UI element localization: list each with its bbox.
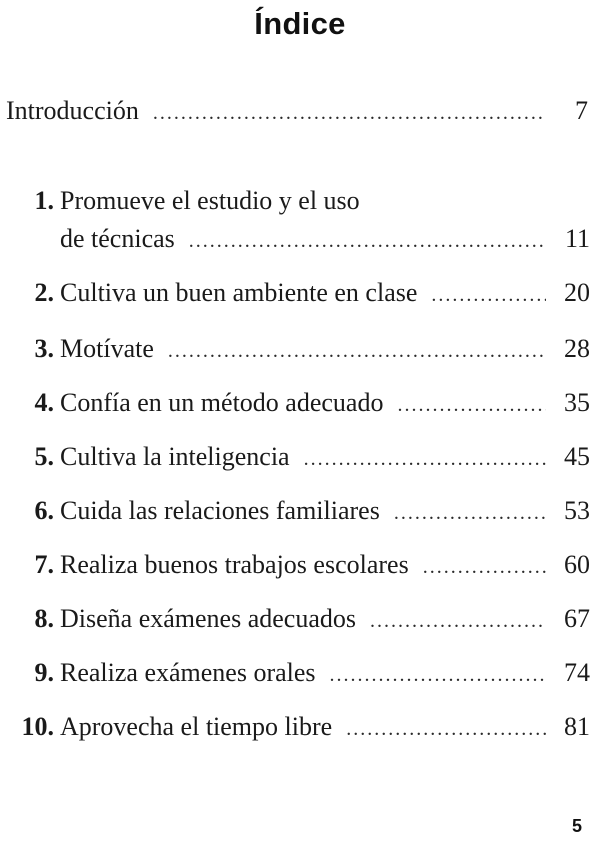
toc-entry-3: [8, 334, 590, 364]
toc-entry-page: 45: [564, 442, 590, 471]
toc-entry-title: Diseña exámenes adecuados: [60, 604, 356, 633]
dot-leader: [330, 660, 546, 690]
toc-entry-number: 9.: [34, 658, 54, 687]
toc-entry-9: [8, 658, 590, 688]
toc-entry-page: 20: [564, 278, 590, 307]
toc-entry-page: 60: [564, 550, 590, 579]
toc-entry-title: Cultiva un buen ambiente en clase: [60, 278, 418, 307]
dot-leader: [346, 714, 546, 744]
toc-entry-number: 8.: [34, 604, 54, 633]
toc-entry-number: 1.: [34, 186, 54, 215]
toc-entry-number: 10.: [21, 712, 54, 741]
page-title: Índice: [254, 6, 346, 41]
toc-entry-6: [8, 496, 590, 526]
toc-entry-number: 3.: [34, 334, 54, 363]
toc-entry-page: 7: [575, 96, 588, 125]
dot-leader: [394, 498, 546, 528]
toc-entry-title: de técnicas: [60, 224, 175, 253]
toc-entry-5: [8, 442, 590, 472]
toc-entry-7: [8, 550, 590, 580]
toc-entry-title-line1: Promueve el estudio y el uso: [60, 186, 360, 215]
toc-entry-title: Introducción: [6, 96, 139, 125]
toc-entry-8: [8, 604, 590, 634]
toc-entry-title: Cultiva la inteligencia: [60, 442, 290, 471]
toc-entry-10: [8, 712, 590, 742]
toc-entry-title: Realiza exámenes orales: [60, 658, 316, 687]
toc-entry-page: 67: [564, 604, 590, 633]
toc-entry-title: Confía en un método adecuado: [60, 388, 384, 417]
dot-leader: [370, 606, 546, 636]
dot-leader: [168, 336, 546, 366]
toc-entry-number: 5.: [34, 442, 54, 471]
toc-entry-page: 11: [564, 224, 590, 253]
toc-entry-page: 81: [564, 712, 590, 741]
dot-leader: [153, 98, 544, 128]
toc-entry-number: 4.: [34, 388, 54, 417]
toc-entry-1: [8, 186, 590, 254]
toc-entry-title: Aprovecha el tiempo libre: [60, 712, 333, 741]
toc-entry-introduccion: [6, 96, 588, 126]
toc-entry-page: 35: [564, 388, 590, 417]
dot-leader: [431, 280, 546, 310]
toc-entry-page: 74: [564, 658, 590, 687]
dot-leader: [397, 390, 546, 420]
dot-leader: [304, 444, 546, 474]
toc-entry-title: Cuida las relaciones familiares: [60, 496, 380, 525]
page-number: 5: [571, 816, 582, 836]
dot-leader: [189, 226, 546, 256]
toc-entry-2: [8, 278, 590, 308]
toc-entry-title: Motívate: [60, 334, 154, 363]
dot-leader: [423, 552, 546, 582]
toc-entry-number: 7.: [34, 550, 54, 579]
toc-entry-page: 28: [564, 334, 590, 363]
toc-entry-number: 6.: [34, 496, 54, 525]
toc-entry-page: 53: [564, 496, 590, 525]
toc-entry-number: 2.: [34, 278, 54, 307]
toc-entry-4: [8, 388, 590, 418]
toc-entry-title: Realiza buenos trabajos escolares: [60, 550, 409, 579]
